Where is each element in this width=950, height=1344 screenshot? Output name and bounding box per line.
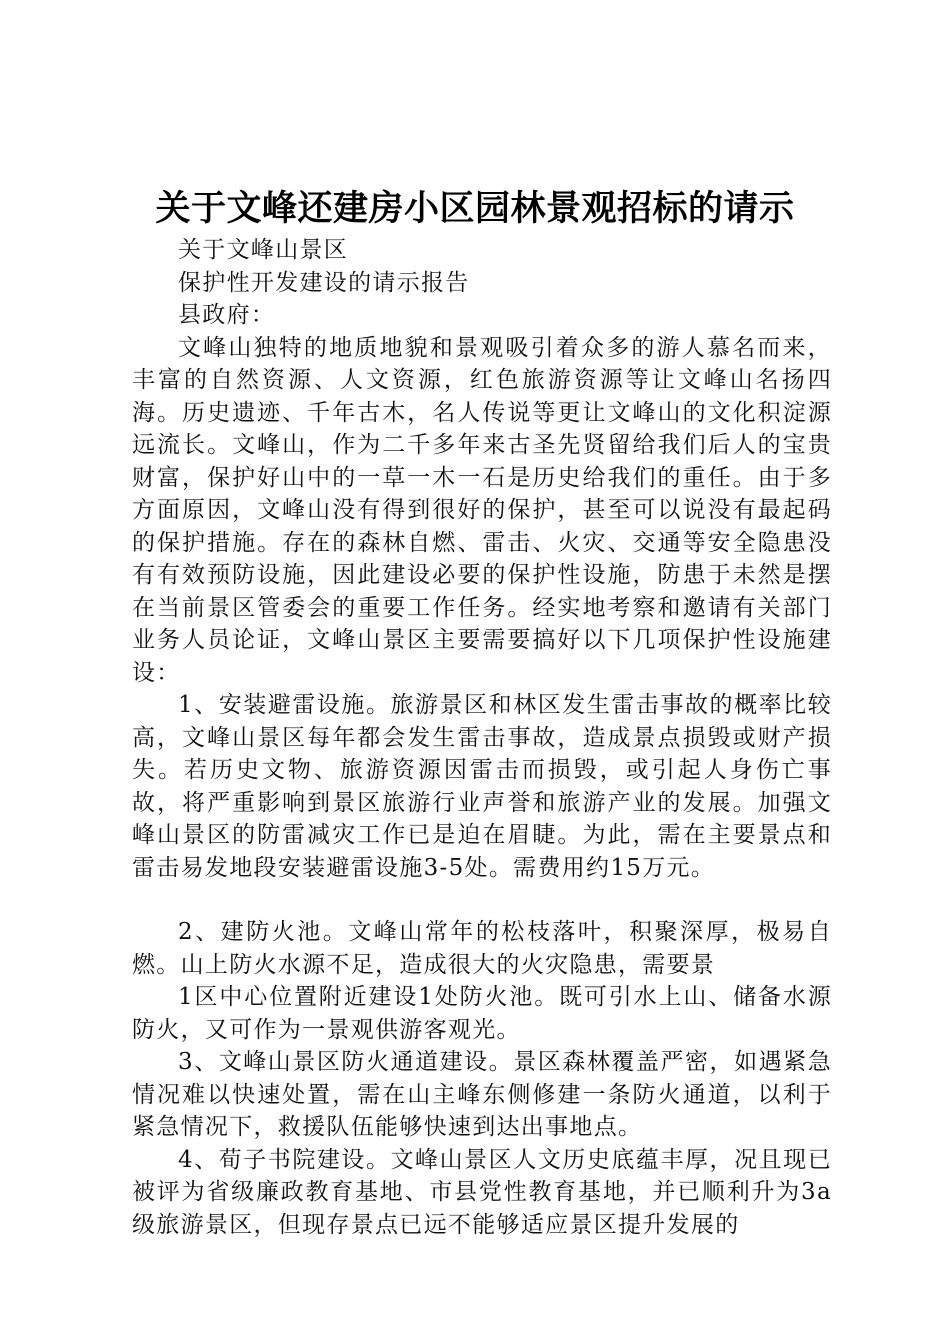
- paragraph-intro: 文峰山独特的地质地貌和景观吸引着众多的游人慕名而来，丰富的自然资源、人文资源，红色旅游资源等让文峰山名扬四海。历史遗迹、千年古木，名人传说等更让文峰山的文化积淀源远流长。文峰山，作为二千多年来古圣先贤留给我们后人的宝贵财富，保护好山中的一草一木一石是历史给我们的重任。由于多方面原因，文峰山没有得到很好的保护，甚至可以说没有最起码的保护措施。存在的森林自燃、雷击、火灾、交通等安全隐患没有有效预防设施，因此建设必要的保护性设施，防患于未然是摆在当前景区管委会的重要工作任务。经实地考察和邀请有关部门业务人员论证，文峰山景区主要需要搞好以下几项保护性设施建设：: [132, 334, 832, 686]
- paragraph-item-3: 3、文峰山景区防火通道建设。景区森林覆盖严密，如遇紧急情况难以快速处置，需在山主峰东侧修建一条防火通道，以利于紧急情况下，救援队伍能够快速到达出事地点。: [132, 1049, 832, 1140]
- document-body: [132, 234, 832, 1241]
- paragraph-item-1: 1、安装避雷设施。旅游景区和林区发生雷击事故的概率比较高，文峰山景区每年都会发生雷击事故，造成景点损毁或财产损失。若历史文物、旅游资源因雷击而损毁，或引起人身伤亡事故，将严重影响到景区旅游行业声誉和旅游产业的发展。加强文峰山景区的防雷减灾工作已是迫在眉睫。为此，需在主要景点和雷击易发地段安装避雷设施3-5处。需费用约15万元。: [132, 692, 832, 881]
- paragraph-item-4: 4、荀子书院建设。文峰山景区人文历史底蕴丰厚，况且现已被评为省级廉政教育基地、市县党性教育基地，并已顺利升为3a级旅游景区，但现存景点已远不能够适应景区提升发展的: [132, 1146, 832, 1238]
- paragraph-item-2a: 2、建防火池。文峰山常年的松枝落叶，积聚深厚，极易自燃。山上防火水源不足，造成很大的火灾隐患，需要景: [132, 919, 832, 978]
- heading-line-1: 关于文峰山景区: [178, 237, 349, 263]
- paragraph-gap: [132, 884, 832, 916]
- salutation: 县政府：: [178, 302, 276, 328]
- heading-line-2: 保护性开发建设的请示报告: [178, 269, 470, 296]
- paragraph-item-2b: 1区中心位置附近建设1处防火池。既可引水上山、储备水源防火，又可作为一景观供游客观光。: [132, 984, 832, 1043]
- document-title: 关于文峰还建房小区园林景观招标的请示: [155, 189, 795, 229]
